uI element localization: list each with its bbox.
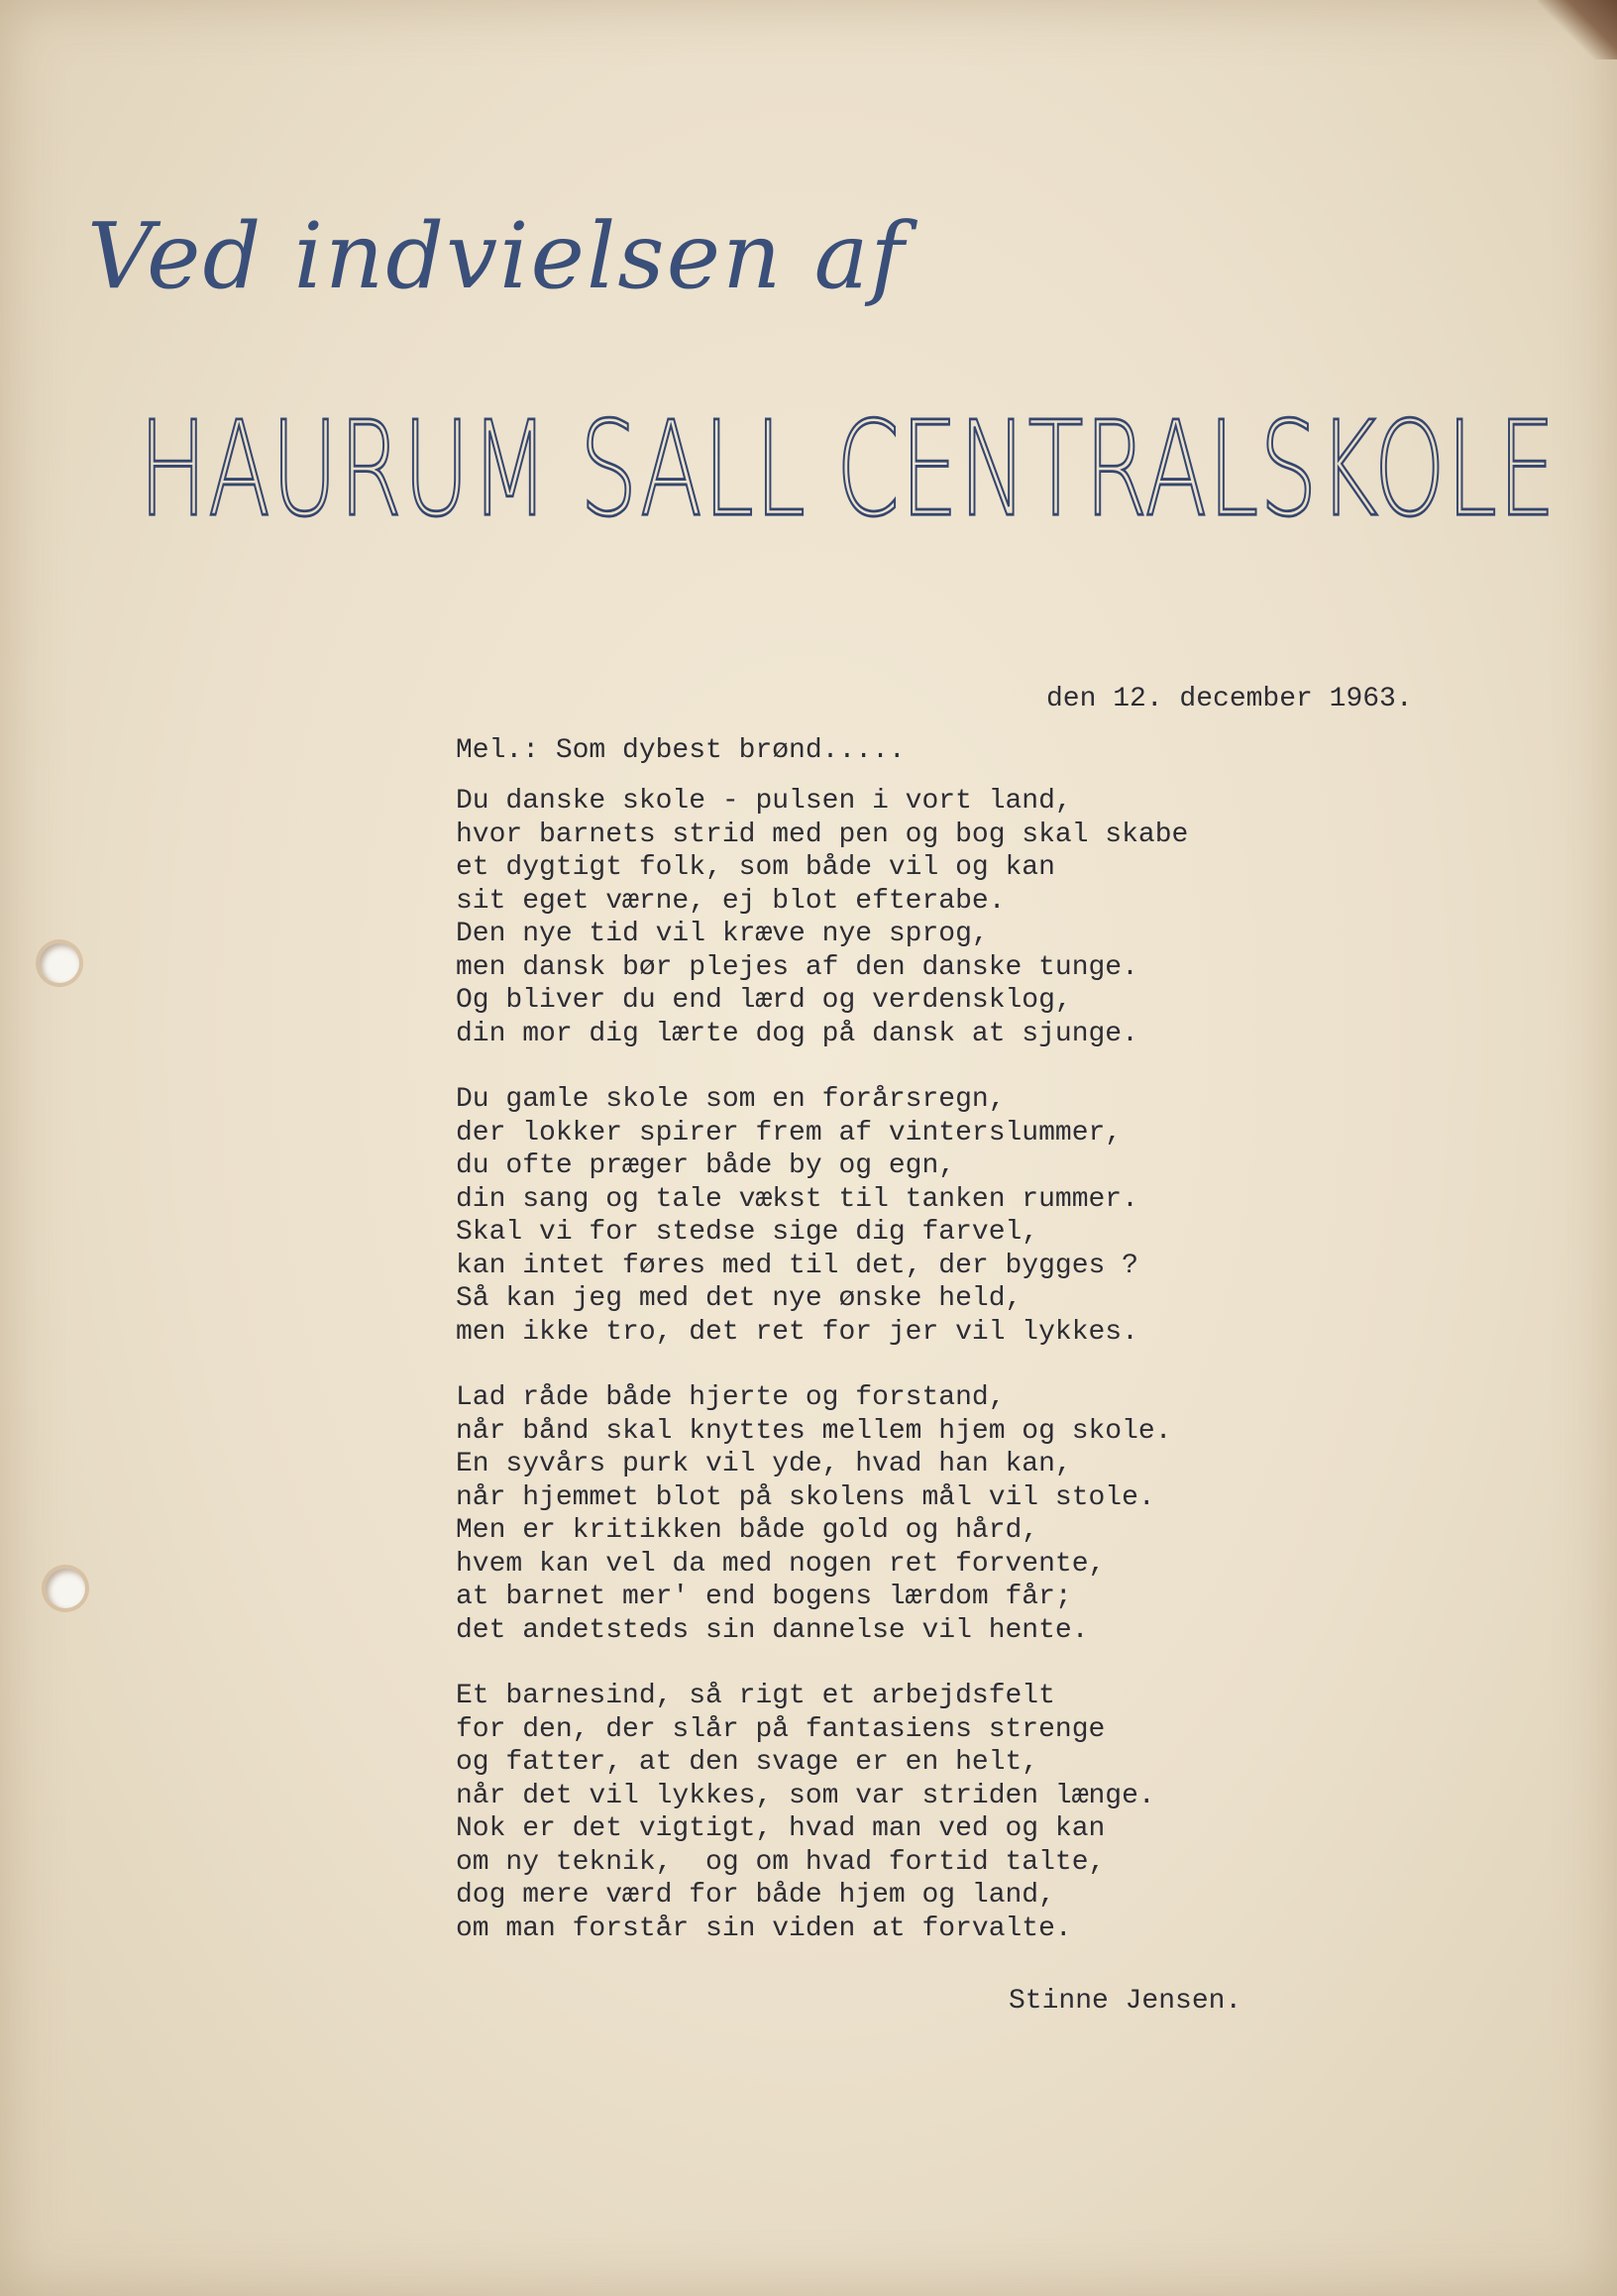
author-signature: Stinne Jensen. xyxy=(1009,1986,1242,2017)
poem-line: sit eget værne, ej blot efterabe. xyxy=(456,885,1006,917)
punch-hole-top xyxy=(40,943,79,983)
poem-line: og fatter, at den svage er en helt, xyxy=(456,1747,1039,1778)
stanza-2 xyxy=(456,1083,1466,1349)
school-name-heading: HAURUM SALL CENTRALSKOLE xyxy=(139,392,1557,546)
punch-hole-bottom xyxy=(46,1569,85,1608)
poem-line: det andetsteds sin dannelse vil hente. xyxy=(456,1614,1089,1646)
poem-line: Skal vi for stedse sige dig farvel, xyxy=(456,1217,1039,1248)
stanza-4 xyxy=(456,1680,1466,1945)
poem-line: Nok er det vigtigt, hvad man ved og kan xyxy=(456,1813,1106,1844)
poem-line: for den, der slår på fantasiens strenge xyxy=(456,1713,1106,1745)
poem-line: Du danske skole - pulsen i vort land, xyxy=(456,786,1072,817)
poem-line: din mor dig lærte dog på dansk at sjunge. xyxy=(456,1018,1138,1049)
torn-corner xyxy=(1538,0,1617,59)
poem-line: der lokker spirer frem af vinterslummer, xyxy=(456,1117,1123,1148)
poem xyxy=(456,785,1466,1945)
poem-line: når hjemmet blot på skolens mål vil stole. xyxy=(456,1481,1155,1513)
poem-line: hvor barnets strid med pen og bog skal skabe xyxy=(456,819,1189,850)
poem-line: om ny teknik, og om hvad fortid talte, xyxy=(456,1846,1106,1878)
date-line: den 12. december 1963. xyxy=(1046,684,1413,714)
poem-line: Så kan jeg med det nye ønske held, xyxy=(456,1283,1023,1314)
poem-line: om man forstår sin viden at forvalte. xyxy=(456,1913,1072,1944)
script-heading: Ved indvielsen af xyxy=(87,203,907,309)
poem-line: Et barnesind, så rigt et arbejdsfelt xyxy=(456,1681,1055,1711)
poem-line: et dygtigt folk, som både vil og kan xyxy=(456,852,1055,883)
stanza-1 xyxy=(456,785,1466,1050)
poem-line: hvem kan vel da med nogen ret forvente, xyxy=(456,1548,1106,1580)
poem-line: Men er kritikken både gold og hård, xyxy=(456,1515,1039,1546)
poem-line: Du gamle skole som en forårsregn, xyxy=(456,1084,1006,1115)
poem-line: når det vil lykkes, som var striden længe. xyxy=(456,1780,1155,1811)
poem-line: men ikke tro, det ret for jer vil lykkes. xyxy=(456,1316,1138,1348)
poem-line: at barnet mer' end bogens lærdom får; xyxy=(456,1582,1072,1612)
poem-line: dog mere værd for både hjem og land, xyxy=(456,1880,1055,1911)
poem-line: kan intet føres med til det, der bygges ? xyxy=(456,1250,1138,1281)
poem-line: din sang og tale vækst til tanken rummer. xyxy=(456,1183,1138,1215)
melody-line: Mel.: Som dybest brønd..... xyxy=(456,735,906,766)
poem-line: Lad råde både hjerte og forstand, xyxy=(456,1382,1006,1413)
poem-line: men dansk bør plejes af den danske tunge. xyxy=(456,951,1138,983)
poem-line: En syvårs purk vil yde, hvad han kan, xyxy=(456,1449,1072,1479)
stanza-3 xyxy=(456,1381,1466,1647)
poem-line: du ofte præger både by og egn, xyxy=(456,1150,956,1181)
poem-line: Og bliver du end lærd og verdensklog, xyxy=(456,985,1072,1016)
poem-line: når bånd skal knyttes mellem hjem og skole. xyxy=(456,1415,1172,1447)
poem-line: Den nye tid vil kræve nye sprog, xyxy=(456,919,989,949)
